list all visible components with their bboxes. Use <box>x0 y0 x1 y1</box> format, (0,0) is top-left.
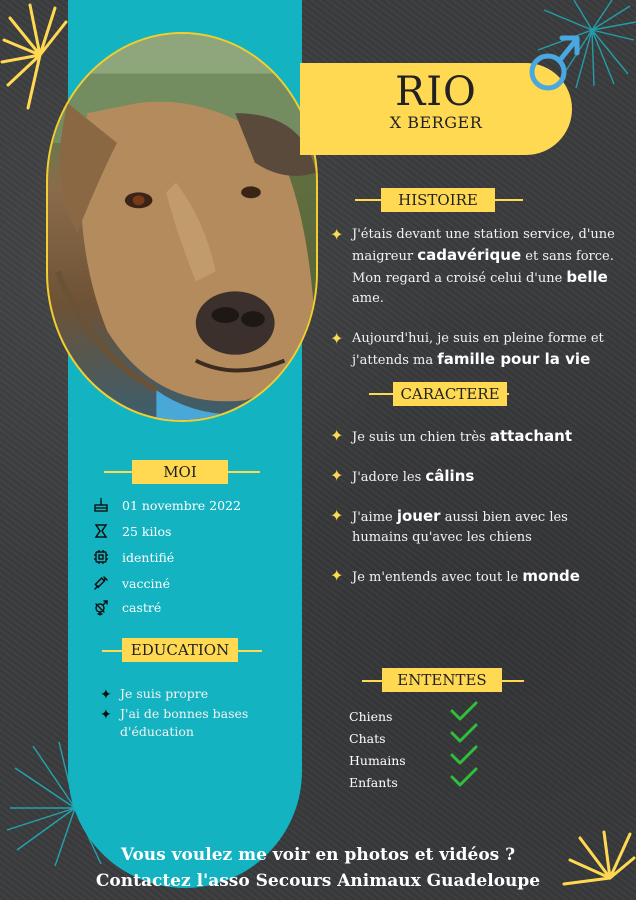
text-segment: Je suis un chien très <box>352 430 490 445</box>
text-segment: J'adore les <box>352 470 426 485</box>
caractere-item <box>330 506 568 548</box>
moi-title: MOI <box>132 460 228 484</box>
gender-neutered-icon <box>92 598 110 616</box>
text-line <box>352 289 615 309</box>
sparkle-bullet-icon: ✦ <box>330 225 344 244</box>
moi-item-text: castré <box>122 599 162 615</box>
highlight-word: belle <box>566 268 608 286</box>
ententes-item-label: Humains <box>349 753 406 768</box>
sparkle-bullet-icon: ✦ <box>100 687 112 703</box>
text-line <box>352 466 474 488</box>
caractere-item <box>330 426 572 448</box>
ententes-item-label: Chiens <box>349 709 393 724</box>
moi-item-text: 25 kilos <box>122 523 172 539</box>
dog-photo-image <box>48 34 316 420</box>
text-segment: d'éducation <box>120 724 194 739</box>
text-line <box>352 225 615 245</box>
text-segment: ame. <box>352 291 384 306</box>
text-line <box>352 426 572 448</box>
text-segment: Je suis propre <box>120 686 209 701</box>
text-segment: J'étais devant une station service, d'une <box>352 227 615 242</box>
checkmark-icon <box>449 722 479 744</box>
moi-item <box>92 598 161 616</box>
ententes-item-label: Enfants <box>349 775 398 790</box>
highlight-word: monde <box>522 567 580 585</box>
sparkle-bullet-icon: ✦ <box>100 707 112 723</box>
moi-item <box>92 496 241 514</box>
ententes-title: ENTENTES <box>382 668 502 692</box>
highlight-word: cadavérique <box>417 246 522 264</box>
moi-item <box>92 574 170 592</box>
histoire-item <box>330 225 615 309</box>
sparkle-bullet-icon: ✦ <box>330 506 344 525</box>
caractere-item <box>330 466 474 488</box>
text-segment: Mon regard a croisé celui d'une <box>352 271 567 286</box>
text-line <box>352 566 580 588</box>
weight-icon <box>92 522 110 540</box>
sparkle-bullet-icon: ✦ <box>330 329 344 348</box>
text-segment: maigreur <box>352 249 418 264</box>
sparkle-bullet-icon: ✦ <box>330 466 344 485</box>
text-segment: aussi bien avec les <box>440 510 568 525</box>
male-symbol-icon <box>524 28 584 96</box>
text-segment: j'attends ma <box>352 353 438 368</box>
highlight-word: attachant <box>489 427 573 445</box>
text-line <box>352 506 568 528</box>
text-segment: Aujourd'hui, je suis en pleine forme et <box>352 331 604 346</box>
microchip-icon <box>92 548 110 566</box>
footer-contact <box>0 842 636 894</box>
histoire-title: HISTOIRE <box>381 188 495 212</box>
moi-item <box>92 522 171 540</box>
sparkle-bullet-icon: ✦ <box>330 426 344 445</box>
sparkle-bullet-icon: ✦ <box>330 566 344 585</box>
text-line <box>120 685 208 703</box>
caractere-title: CARACTERE <box>393 382 507 406</box>
ententes-item <box>349 772 489 791</box>
dog-name: RIO <box>395 69 477 115</box>
education-item <box>100 705 248 741</box>
text-line <box>352 267 615 289</box>
moi-item-text: vacciné <box>122 575 170 591</box>
text-line <box>352 528 568 548</box>
moi-item-text: 01 novembre 2022 <box>122 497 241 513</box>
highlight-word: jouer <box>396 507 441 525</box>
checkmark-icon <box>449 766 479 788</box>
caractere-item <box>330 566 580 588</box>
text-segment: et sans force. <box>521 249 614 264</box>
footer-line-1: Vous voulez me voir en photos et vidéos ? <box>120 845 516 865</box>
text-line <box>352 245 615 267</box>
birthday-cake-icon <box>92 496 110 514</box>
dog-photo <box>46 32 318 422</box>
text-line <box>352 329 604 349</box>
highlight-word: famille pour la vie <box>437 350 591 368</box>
education-item <box>100 685 208 703</box>
moi-item-text: identifié <box>122 549 175 565</box>
text-segment: J'aime <box>352 510 397 525</box>
text-line <box>352 349 604 371</box>
histoire-item <box>330 329 604 371</box>
moi-item <box>92 548 174 566</box>
checkmark-icon <box>449 700 479 722</box>
text-line <box>120 723 248 741</box>
checkmark-icon <box>449 744 479 766</box>
ententes-item-label: Chats <box>349 731 386 746</box>
dog-breed: X BERGER <box>389 113 483 132</box>
education-title: EDUCATION <box>122 638 238 662</box>
text-segment: J'ai de bonnes bases <box>120 706 249 721</box>
syringe-icon <box>92 574 110 592</box>
footer-line-2: Contactez l'asso Secours Animaux Guadeloupe <box>95 871 541 891</box>
highlight-word: câlins <box>425 467 475 485</box>
text-segment: Je m'entends avec tout le <box>352 570 523 585</box>
text-segment: humains qu'avec les chiens <box>352 530 532 545</box>
text-line <box>120 705 248 723</box>
